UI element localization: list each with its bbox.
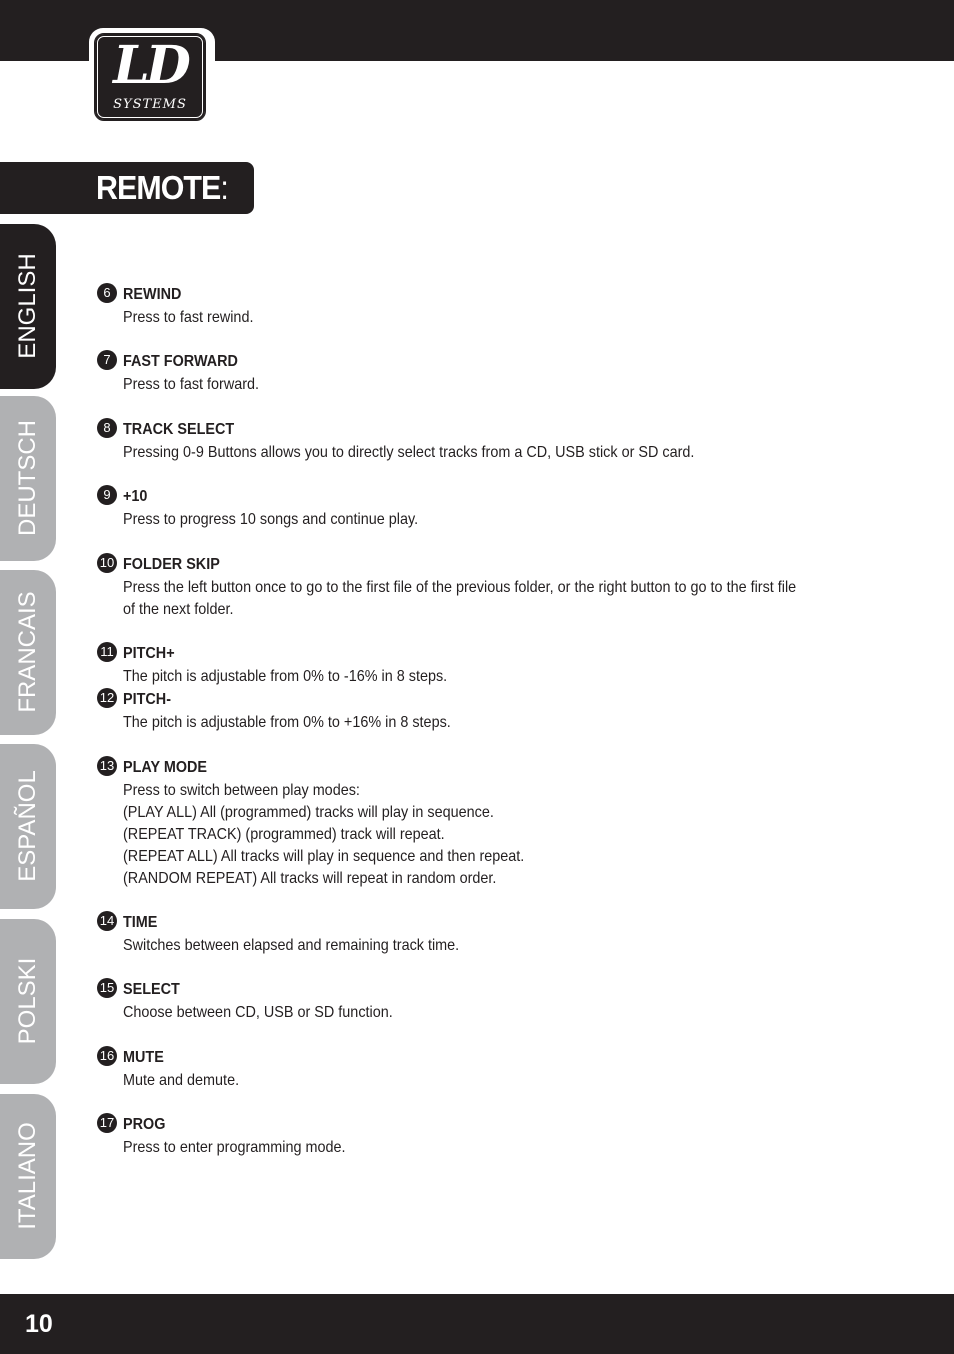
tab-espanol-label: ESPAÑOL <box>14 770 41 882</box>
item-description-line: Press to switch between play modes: <box>123 782 360 799</box>
item-description <box>123 577 807 621</box>
item-number-badge: 9 <box>97 485 117 505</box>
tab-francais[interactable] <box>0 570 56 735</box>
section-heading <box>96 170 228 206</box>
item-title: FAST FORWARD <box>123 353 238 370</box>
item-number-badge: 8 <box>97 418 117 438</box>
tab-deutsch[interactable] <box>0 396 56 561</box>
item-description-line: Press to fast forward. <box>123 376 260 393</box>
tab-italiano[interactable] <box>0 1094 56 1259</box>
item-title: TIME <box>123 914 158 931</box>
item-description-line: Mute and demute. <box>123 1072 240 1089</box>
item-description-line: The pitch is adjustable from 0% to -16% in 8 steps. <box>123 668 448 685</box>
item-title: PROG <box>123 1116 166 1133</box>
tab-polski[interactable] <box>0 919 56 1084</box>
item-number-badge: 17 <box>97 1113 117 1133</box>
item-description <box>123 374 807 396</box>
item-description-line: (REPEAT TRACK) (programmed) track will repeat. <box>123 826 445 843</box>
item-description <box>123 1070 807 1092</box>
item-description <box>123 509 807 531</box>
item-description-line: (PLAY ALL) All (programmed) tracks will play in sequence. <box>123 804 494 821</box>
logo-badge <box>94 33 206 121</box>
item-title: MUTE <box>123 1049 164 1066</box>
tab-francais-label: FRANCAIS <box>14 591 41 713</box>
item-description <box>123 442 807 464</box>
item-number-badge: 11 <box>97 642 117 662</box>
item-title: REWIND <box>123 286 182 303</box>
item-number-badge: 13 <box>97 756 117 776</box>
tab-polski-label: POLSKI <box>14 957 41 1045</box>
item-description-line: Switches between elapsed and remaining track time. <box>123 937 460 954</box>
item-number-badge: 12 <box>97 688 117 708</box>
tab-deutsch-label: DEUTSCH <box>14 419 41 537</box>
item-description-line: Press the left button once to go to the first file of the previous folder, or the right button to go to the first file <box>123 579 797 596</box>
logo-ld-text: LD <box>113 35 187 96</box>
item-number-badge: 14 <box>97 911 117 931</box>
bottom-bar <box>0 1294 954 1354</box>
item-description <box>123 1137 807 1159</box>
item-description-line: Press to fast rewind. <box>123 309 254 326</box>
tab-espanol[interactable] <box>0 744 56 909</box>
item-title: PLAY MODE <box>123 759 208 776</box>
item-description-line: Choose between CD, USB or SD function. <box>123 1004 393 1021</box>
item-number-badge: 6 <box>97 283 117 303</box>
item-number-badge: 10 <box>97 553 117 573</box>
tab-english[interactable] <box>0 224 56 389</box>
item-description-line: of the next folder. <box>123 601 234 618</box>
item-title: +10 <box>123 488 148 505</box>
item-title: PITCH- <box>123 691 171 708</box>
tab-italiano-label: ITALIANO <box>14 1122 41 1230</box>
section-heading-title: REMOTE <box>96 169 221 206</box>
item-description-line: The pitch is adjustable from 0% to +16% in 8 steps. <box>123 714 451 731</box>
item-title: PITCH+ <box>123 645 175 662</box>
ld-systems-logo <box>89 28 215 128</box>
item-number-badge: 7 <box>97 350 117 370</box>
item-number-badge: 16 <box>97 1046 117 1066</box>
section-heading-colon: : <box>220 169 228 206</box>
item-description <box>123 712 807 734</box>
item-description-line: Pressing 0-9 Buttons allows you to directly select tracks from a CD, USB stick or SD card. <box>123 444 695 461</box>
item-description-line: (RANDOM REPEAT) All tracks will repeat in random order. <box>123 870 497 887</box>
item-number-badge: 15 <box>97 978 117 998</box>
item-description <box>123 780 807 890</box>
item-description-line: Press to enter programming mode. <box>123 1139 346 1156</box>
item-description-line: (REPEAT ALL) All tracks will play in sequence and then repeat. <box>123 848 525 865</box>
item-title: FOLDER SKIP <box>123 556 220 573</box>
item-description <box>123 666 807 688</box>
logo-systems-text: SYSTEMS <box>113 97 187 112</box>
tab-english-label: ENGLISH <box>14 253 41 359</box>
item-title: SELECT <box>123 981 180 998</box>
item-title: TRACK SELECT <box>123 421 235 438</box>
item-description <box>123 1002 807 1024</box>
page-number: 10 <box>25 1310 53 1338</box>
item-description <box>123 935 807 957</box>
item-description-line: Press to progress 10 songs and continue play. <box>123 511 419 528</box>
item-description <box>123 307 807 329</box>
